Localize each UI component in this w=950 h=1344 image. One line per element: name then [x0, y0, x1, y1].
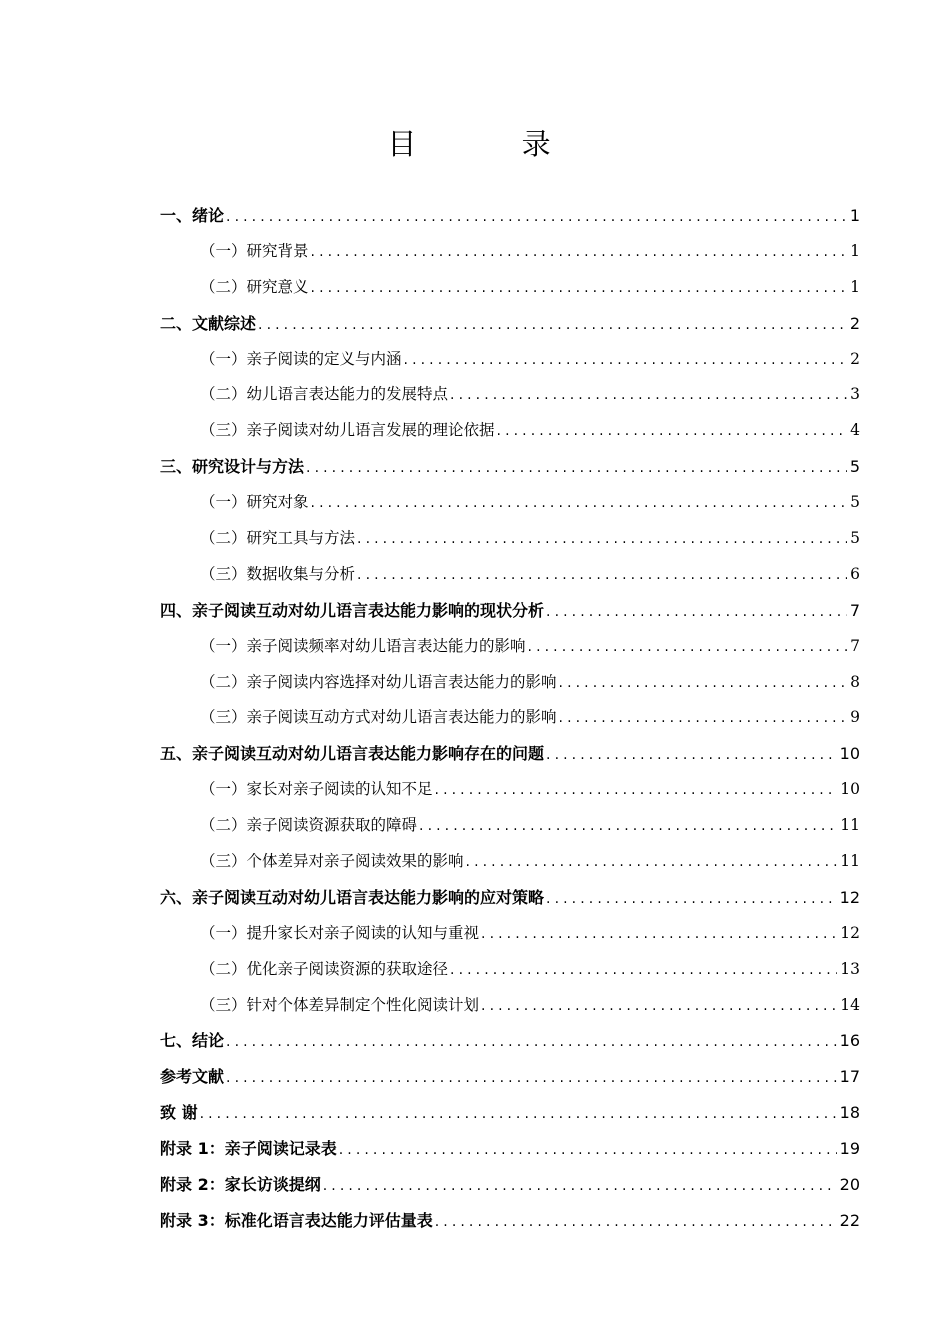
toc-entry-page-number: 11 — [840, 852, 860, 871]
toc-entry-label: 附录 3：标准化语言表达能力评估量表 — [160, 1210, 433, 1230]
toc-entry-label: （一）亲子阅读的定义与内涵 — [200, 349, 402, 368]
toc-leader-dots — [481, 989, 837, 1025]
toc-entry-label: 附录 1：亲子阅读记录表 — [160, 1139, 337, 1159]
toc-leader-dots — [559, 701, 848, 737]
toc-entry-label: （一）研究对象 — [200, 493, 309, 512]
toc-chapter-entry[interactable] — [160, 880, 860, 916]
toc-entry-page-number: 14 — [840, 995, 860, 1014]
toc-entry-label: （三）亲子阅读互动方式对幼儿语言表达能力的影响 — [200, 708, 557, 727]
toc-entry-page-number: 22 — [839, 1210, 860, 1230]
toc-entry-label: 七、结论 — [160, 1031, 225, 1051]
toc-entry-page-number: 12 — [839, 887, 860, 907]
toc-leader-dots — [435, 1205, 837, 1241]
table-of-contents — [160, 198, 860, 1239]
toc-entry-page-number: 13 — [840, 959, 860, 978]
toc-section-entry[interactable] — [160, 234, 860, 270]
toc-chapter-entry[interactable] — [160, 449, 860, 485]
toc-entry-page-number: 5 — [849, 457, 860, 477]
toc-leader-dots — [546, 595, 847, 631]
toc-entry-page-number: 8 — [850, 672, 860, 691]
toc-entry-label: （二）研究工具与方法 — [200, 529, 356, 548]
toc-leader-dots — [200, 1097, 837, 1133]
toc-entry-label: （二）亲子阅读内容选择对幼儿语言表达能力的影响 — [200, 672, 557, 691]
toc-section-entry[interactable] — [160, 629, 860, 665]
toc-leader-dots — [466, 845, 838, 881]
page-title: 目 录 — [387, 127, 599, 161]
toc-entry-label: （一）家长对亲子阅读的认知不足 — [200, 780, 433, 799]
toc-leader-dots — [546, 882, 837, 918]
toc-entry-label: 四、亲子阅读互动对幼儿语言表达能力影响的现状分析 — [160, 600, 545, 620]
toc-chapter-entry[interactable] — [160, 1059, 860, 1095]
toc-leader-dots — [311, 235, 848, 271]
toc-section-entry[interactable] — [160, 772, 860, 808]
toc-leader-dots — [497, 414, 848, 450]
toc-entry-page-number: 4 — [850, 421, 860, 440]
toc-entry-label: 六、亲子阅读互动对幼儿语言表达能力影响的应对策略 — [160, 887, 545, 907]
toc-entry-page-number: 2 — [849, 313, 860, 333]
toc-entry-label: 三、研究设计与方法 — [160, 457, 305, 477]
toc-entry-page-number: 20 — [839, 1175, 860, 1195]
toc-entry-label: （二）幼儿语言表达能力的发展特点 — [200, 385, 449, 404]
toc-leader-dots — [226, 200, 847, 236]
toc-entry-label: （二）研究意义 — [200, 277, 309, 296]
toc-leader-dots — [404, 343, 848, 379]
toc-leader-dots — [559, 666, 848, 702]
toc-entry-page-number: 7 — [850, 636, 860, 655]
toc-section-entry[interactable] — [160, 270, 860, 306]
toc-entry-page-number: 5 — [850, 493, 860, 512]
toc-entry-label: （三）数据收集与分析 — [200, 564, 356, 583]
toc-entry-label: 二、文献综述 — [160, 313, 257, 333]
toc-chapter-entry[interactable] — [160, 1203, 860, 1239]
toc-entry-label: 一、绪论 — [160, 206, 225, 225]
toc-entry-page-number: 2 — [850, 349, 860, 368]
toc-chapter-entry[interactable] — [160, 736, 860, 772]
toc-leader-dots — [323, 1169, 837, 1205]
toc-chapter-entry[interactable] — [160, 1167, 860, 1203]
toc-section-entry[interactable] — [160, 557, 860, 593]
toc-entry-page-number: 11 — [840, 816, 860, 835]
toc-entry-label: （一）亲子阅读频率对幼儿语言表达能力的影响 — [200, 636, 526, 655]
toc-entry-label: 参考文献 — [160, 1067, 225, 1087]
toc-leader-dots — [481, 917, 837, 953]
toc-entry-label: 五、亲子阅读互动对幼儿语言表达能力影响存在的问题 — [160, 744, 545, 764]
toc-section-entry[interactable] — [160, 952, 860, 988]
toc-section-entry[interactable] — [160, 485, 860, 521]
toc-chapter-entry[interactable] — [160, 1095, 860, 1131]
toc-leader-dots — [528, 630, 848, 666]
toc-entry-page-number: 17 — [839, 1067, 860, 1087]
toc-section-entry[interactable] — [160, 521, 860, 557]
toc-leader-dots — [357, 522, 847, 558]
toc-entry-label: （二）亲子阅读资源获取的障碍 — [200, 816, 418, 835]
toc-leader-dots — [226, 1025, 837, 1061]
toc-entry-page-number: 16 — [839, 1031, 860, 1051]
toc-leader-dots — [258, 308, 847, 344]
toc-entry-page-number: 10 — [839, 744, 860, 764]
toc-section-entry[interactable] — [160, 342, 860, 378]
toc-section-entry[interactable] — [160, 700, 860, 736]
toc-entry-page-number: 12 — [840, 923, 860, 942]
toc-leader-dots — [419, 809, 837, 845]
toc-section-entry[interactable] — [160, 377, 860, 413]
toc-entry-page-number: 1 — [850, 277, 860, 296]
toc-leader-dots — [450, 378, 847, 414]
toc-section-entry[interactable] — [160, 665, 860, 701]
toc-leader-dots — [311, 486, 848, 522]
toc-leader-dots — [226, 1061, 837, 1097]
toc-entry-page-number: 18 — [839, 1103, 860, 1123]
toc-entry-label: （一）研究背景 — [200, 241, 309, 260]
toc-entry-label: （一）提升家长对亲子阅读的认知与重视 — [200, 923, 480, 942]
toc-chapter-entry[interactable] — [160, 1131, 860, 1167]
toc-leader-dots — [306, 451, 847, 487]
toc-entry-page-number: 5 — [850, 529, 860, 548]
toc-entry-page-number: 19 — [839, 1139, 860, 1159]
toc-chapter-entry[interactable] — [160, 1023, 860, 1059]
toc-section-entry[interactable] — [160, 844, 860, 880]
toc-entry-label: （三）亲子阅读对幼儿语言发展的理论依据 — [200, 421, 495, 440]
toc-chapter-entry[interactable] — [160, 593, 860, 629]
toc-entry-label: （三）针对个体差异制定个性化阅读计划 — [200, 995, 480, 1014]
toc-section-entry[interactable] — [160, 916, 860, 952]
toc-section-entry[interactable] — [160, 808, 860, 844]
toc-entry-page-number: 10 — [840, 780, 860, 799]
toc-leader-dots — [357, 558, 847, 594]
toc-section-entry[interactable] — [160, 988, 860, 1024]
toc-entry-label: （二）优化亲子阅读资源的获取途径 — [200, 959, 449, 978]
toc-leader-dots — [546, 738, 837, 774]
toc-leader-dots — [450, 953, 837, 989]
toc-entry-page-number: 3 — [850, 385, 860, 404]
toc-entry-page-number: 9 — [850, 708, 860, 727]
toc-section-entry[interactable] — [160, 413, 860, 449]
toc-entry-page-number: 1 — [850, 241, 860, 260]
toc-chapter-entry[interactable] — [160, 306, 860, 342]
toc-entry-label: 附录 2：家长访谈提纲 — [160, 1175, 321, 1195]
toc-leader-dots — [339, 1133, 837, 1169]
toc-entry-label: （三）个体差异对亲子阅读效果的影响 — [200, 852, 464, 871]
toc-chapter-entry[interactable] — [160, 198, 860, 234]
toc-entry-label: 致 谢 — [160, 1103, 198, 1123]
toc-entry-page-number: 1 — [849, 206, 860, 225]
toc-entry-page-number: 7 — [849, 600, 860, 620]
toc-leader-dots — [311, 271, 848, 307]
toc-leader-dots — [435, 773, 838, 809]
toc-entry-page-number: 6 — [850, 564, 860, 583]
